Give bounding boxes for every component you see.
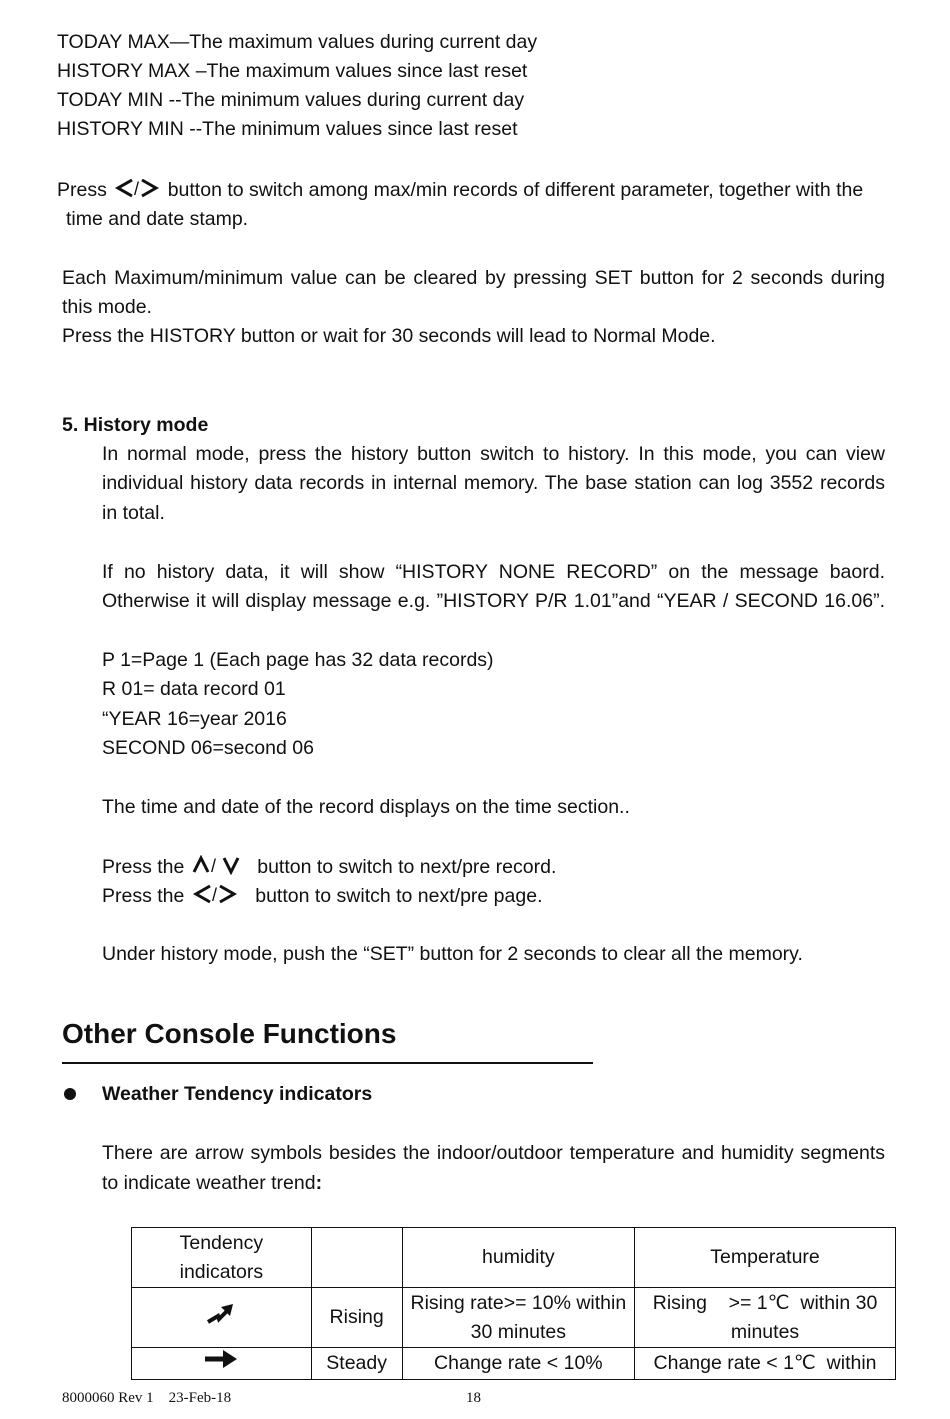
table-row: [132, 1348, 896, 1380]
record-history-min: HISTORY MIN --The minimum values since last reset: [57, 118, 518, 140]
history-p2-l1: If no history data, it will show “HISTORY NONE RECORD” on the message baord.: [102, 561, 885, 583]
clear-all-memory: Under history mode, push the “SET” button for 2 seconds to clear all the memory.: [102, 943, 803, 965]
left-right-buttons-icon-2: [190, 884, 250, 910]
page-number: 18: [466, 1390, 481, 1406]
page-switch-line: [102, 884, 542, 910]
record-today-min: TODAY MIN --The minimum values during current day: [57, 89, 525, 111]
header-temperature: Temperature: [635, 1228, 896, 1288]
arrow-right-icon: [203, 1348, 239, 1370]
page-switch-text: button to switch to next/pre page.: [255, 885, 543, 908]
def-record: R 01= data record 01: [102, 678, 286, 700]
up-down-buttons-icon: [190, 855, 252, 881]
history-p1-l3: in total.: [102, 502, 165, 524]
def-year: “YEAR 16=year 2016: [102, 708, 287, 730]
tendency-intro-text: to indicate weather trend: [102, 1172, 316, 1194]
record-switch-text: button to switch to next/pre record.: [257, 856, 557, 879]
tendency-intro-l2: [102, 1171, 322, 1195]
icon-slash-2: /: [210, 856, 216, 875]
record-switch-line: [102, 855, 556, 881]
rising-temperature: [635, 1288, 896, 1348]
header-humidity: humidity: [402, 1228, 634, 1288]
table-row: [132, 1288, 896, 1348]
icon-slash-3: /: [211, 885, 217, 904]
rising-humidity: Rising rate>= 10% within 30 minutes: [402, 1288, 634, 1348]
steady-temperature: Change rate < 1℃ within: [635, 1348, 896, 1380]
section-title: Other Console Functions: [62, 1018, 397, 1049]
steady-icon-cell: [132, 1348, 312, 1380]
record-today-max: TODAY MAX—The maximum values during current day: [57, 31, 538, 53]
record-history-max: HISTORY MAX –The maximum values since last reset: [57, 60, 528, 82]
tendency-table: [131, 1227, 896, 1380]
rising-label: Rising: [311, 1288, 402, 1348]
def-second: SECOND 06=second 06: [102, 737, 314, 759]
clear-line-1: Each Maximum/minimum value can be cleared by pressing SET button for 2 seconds during: [62, 267, 885, 289]
clear-line-2: this mode.: [62, 296, 152, 318]
press-switch-text: button to switch among max/min records of different parameter, together with the: [167, 179, 864, 202]
tendency-intro-l1: There are arrow symbols besides the indoor/outdoor temperature and humidity segments: [102, 1142, 885, 1164]
press-switch-cont: time and date stamp.: [66, 208, 249, 230]
press-label: Press: [57, 179, 107, 202]
steady-humidity: Change rate < 10%: [402, 1348, 634, 1380]
page-press-label: Press the: [102, 885, 185, 908]
footer-doc-id: 8000060 Rev 1 23-Feb-18: [62, 1390, 232, 1406]
tendency-intro-colon: :: [315, 1172, 323, 1194]
clear-line-3: Press the HISTORY button or wait for 30 seconds will lead to Normal Mode.: [62, 325, 716, 347]
arrow-up-right-icon: [205, 1301, 237, 1325]
history-p2-l2: Otherwise it will display message e.g. ”HISTORY P/R 1.01”and “YEAR / SECOND 16.06”.: [102, 590, 885, 612]
header-tendency: Tendency indicators: [132, 1228, 312, 1288]
table-header-row: [132, 1228, 896, 1288]
history-p1-l2: individual history data records in internal memory. The base station can log 3552 records: [102, 472, 885, 494]
history-heading: 5. History mode: [62, 414, 209, 436]
bullet-heading: Weather Tendency indicators: [102, 1083, 373, 1105]
press-switch-line: [57, 178, 885, 204]
header-blank: [311, 1228, 402, 1288]
icon-slash: /: [134, 179, 140, 198]
record-press-label: Press the: [102, 856, 185, 879]
history-p1-l1: In normal mode, press the history button switch to history. In this mode, you can view: [102, 443, 885, 465]
bullet-icon: [64, 1088, 76, 1100]
steady-label: Steady: [311, 1348, 402, 1380]
rising-temp-l2: minutes: [730, 1320, 800, 1343]
time-note: The time and date of the record displays on the time section..: [102, 796, 630, 818]
rising-temp-l1: Rising >= 1℃ within 30: [652, 1291, 878, 1314]
rising-icon-cell: [132, 1288, 312, 1348]
def-page: P 1=Page 1 (Each page has 32 data records): [102, 649, 494, 671]
left-right-buttons-icon: [112, 178, 162, 204]
section-divider: [62, 1062, 593, 1064]
